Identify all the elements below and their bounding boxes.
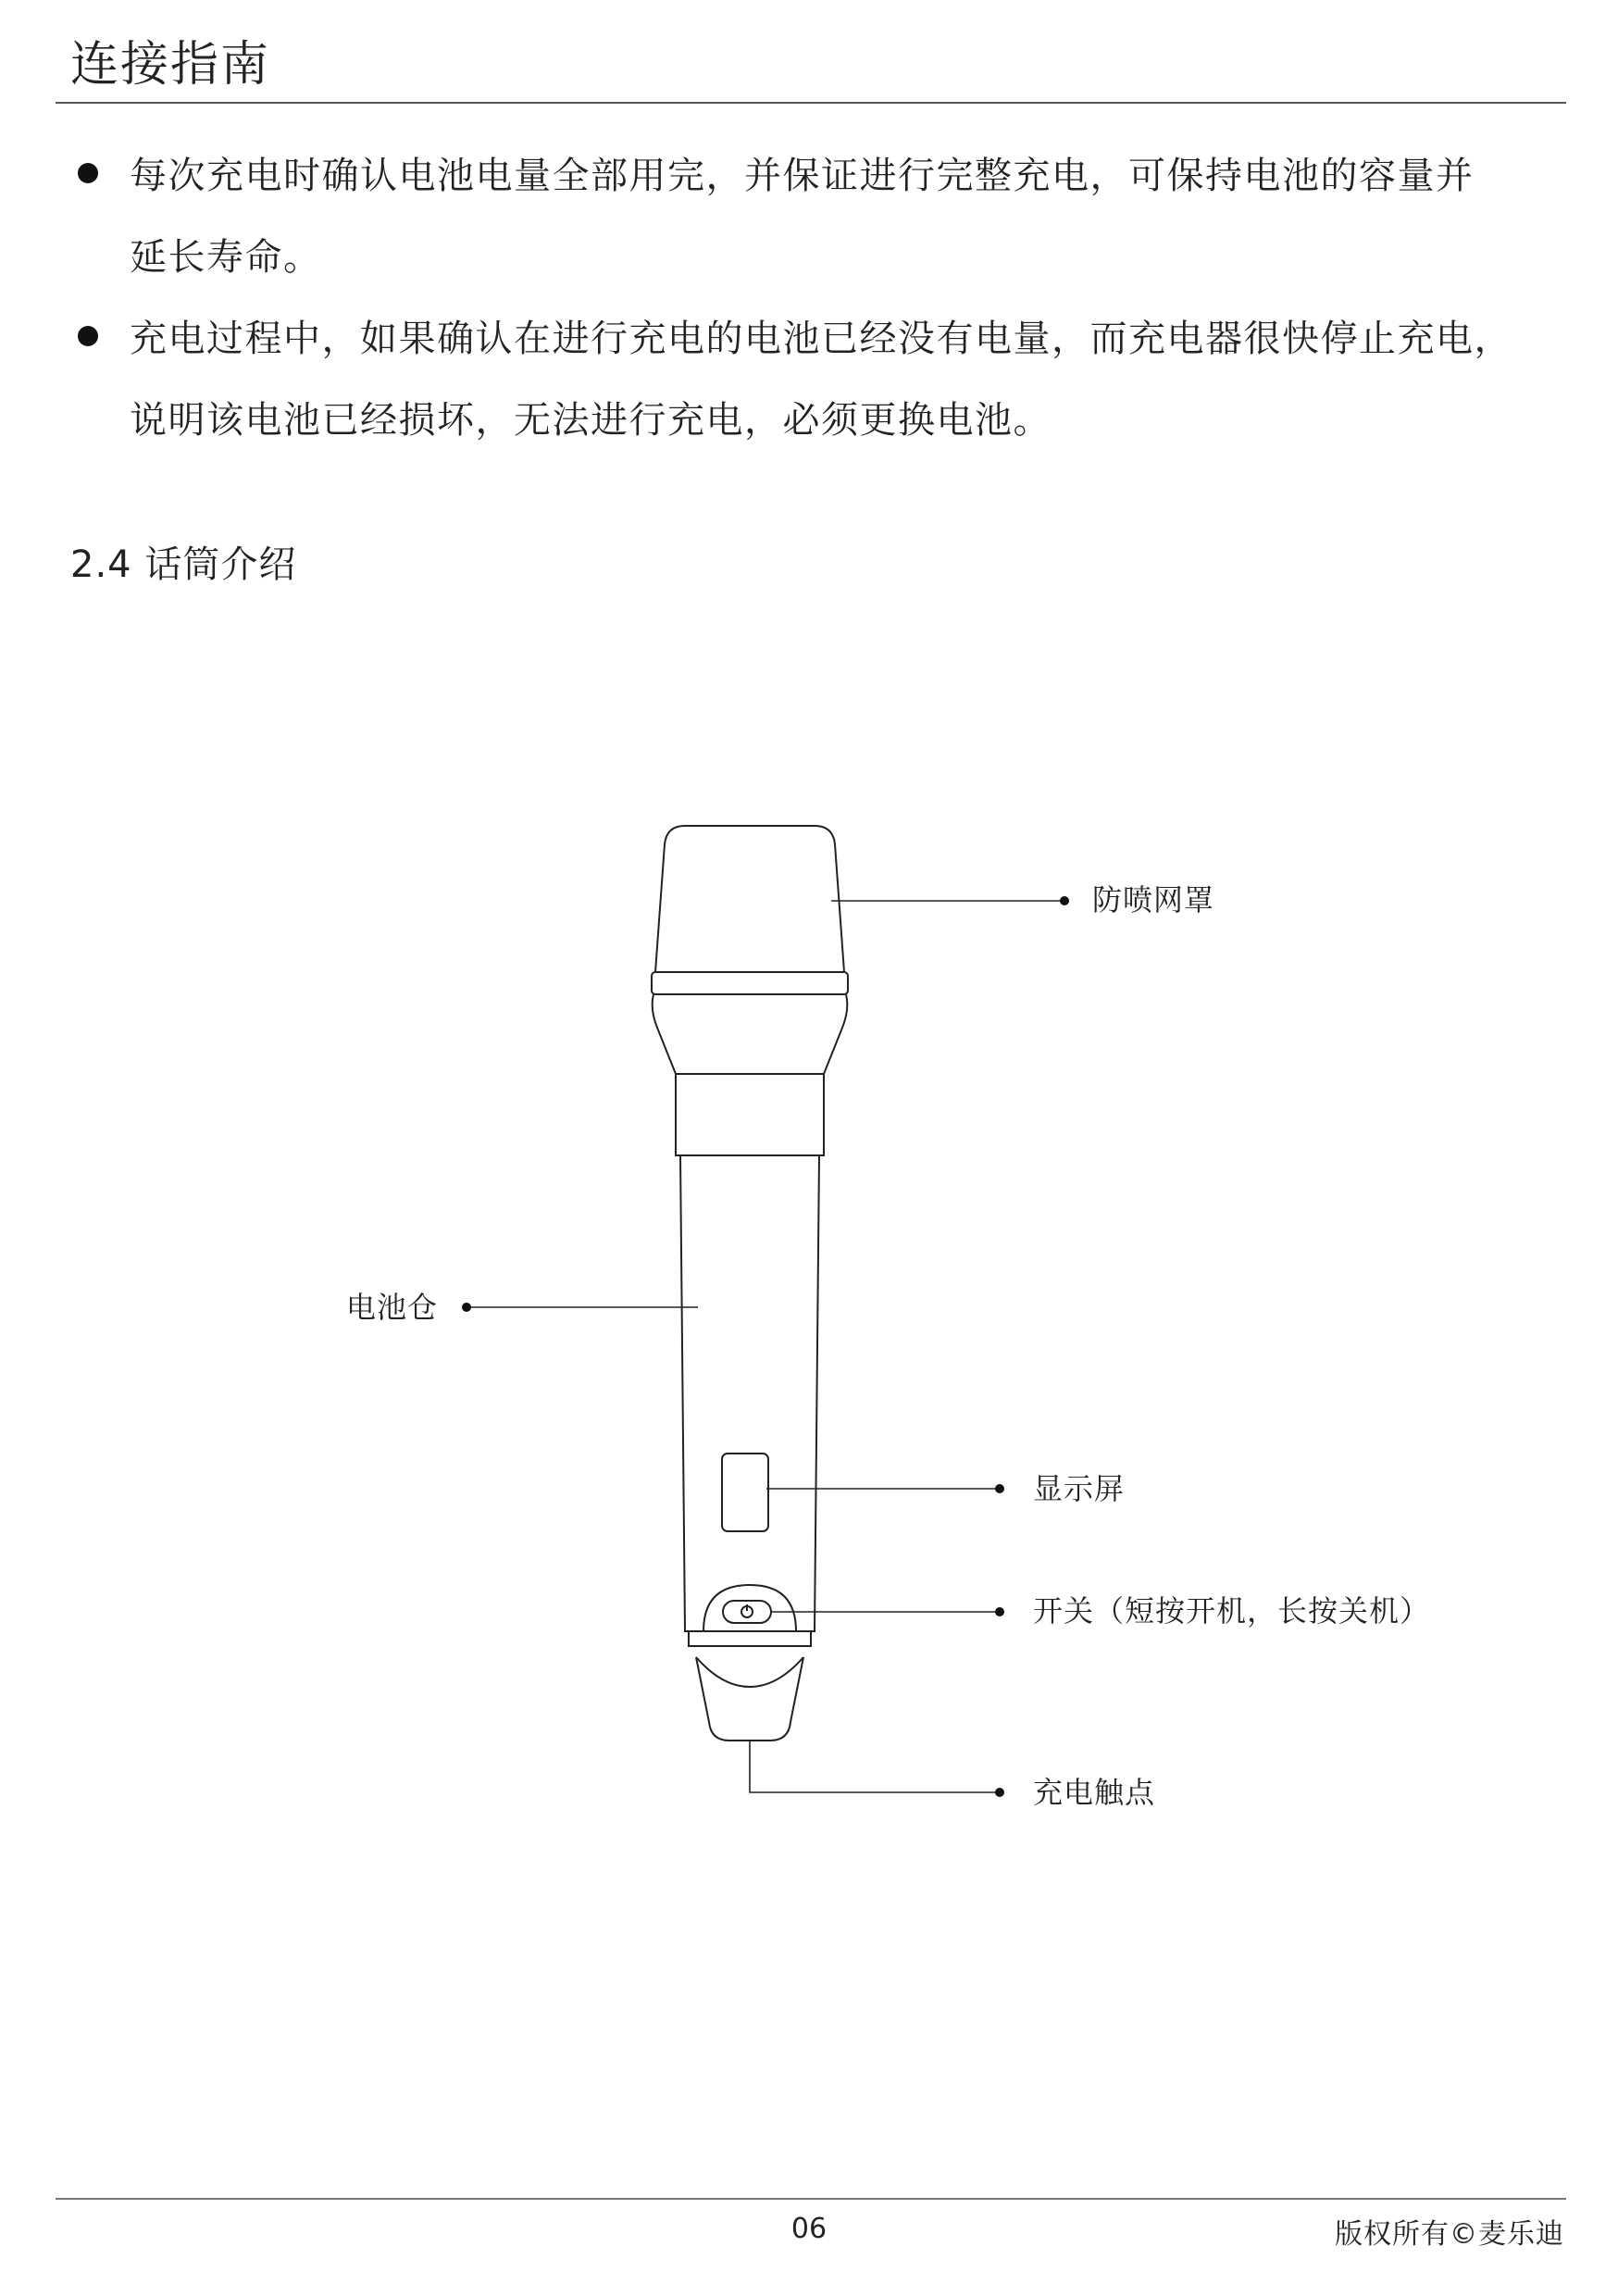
bullet-line: 延长寿命。	[130, 236, 322, 279]
contacts-leader	[750, 1741, 998, 1792]
bullet-line: 每次充电时确认电池电量全部用完，并保证进行完整充电，可保持电池的容量并	[130, 155, 1475, 197]
power-button	[723, 1601, 771, 1623]
page-number: 06	[790, 2213, 828, 2245]
copyright-notice: 版权所有©麦乐迪	[1335, 2218, 1564, 2251]
collar	[676, 1074, 824, 1155]
page-title: 连接指南	[70, 37, 271, 93]
callout-battery: 电池仓	[346, 1290, 439, 1325]
section-title: 2.4 话筒介绍	[70, 543, 297, 586]
charging-tail-notch	[696, 1657, 803, 1687]
callout-power: 开关（短按开机，长按关机）	[1033, 1593, 1431, 1628]
display-window	[722, 1454, 768, 1531]
bullet-line: 充电过程中，如果确认在进行充电的电池已经没有电量，而充电器很快停止充电，	[130, 318, 1512, 360]
grille-cap	[655, 826, 844, 972]
callout-display: 显示屏	[1033, 1471, 1126, 1506]
handle-body	[680, 1155, 819, 1631]
callout-grille: 防喷网罩	[1092, 882, 1215, 917]
bottom-plinth	[689, 1631, 811, 1646]
bullet-line: 说明该电池已经损坏，无法进行充电，必须更换电池。	[130, 399, 1052, 442]
charging-tail	[696, 1657, 803, 1741]
callout-contacts: 充电触点	[1033, 1775, 1156, 1810]
grille-ring	[652, 972, 848, 994]
footer-divider	[56, 2198, 1566, 2200]
upper-taper	[653, 994, 848, 1074]
